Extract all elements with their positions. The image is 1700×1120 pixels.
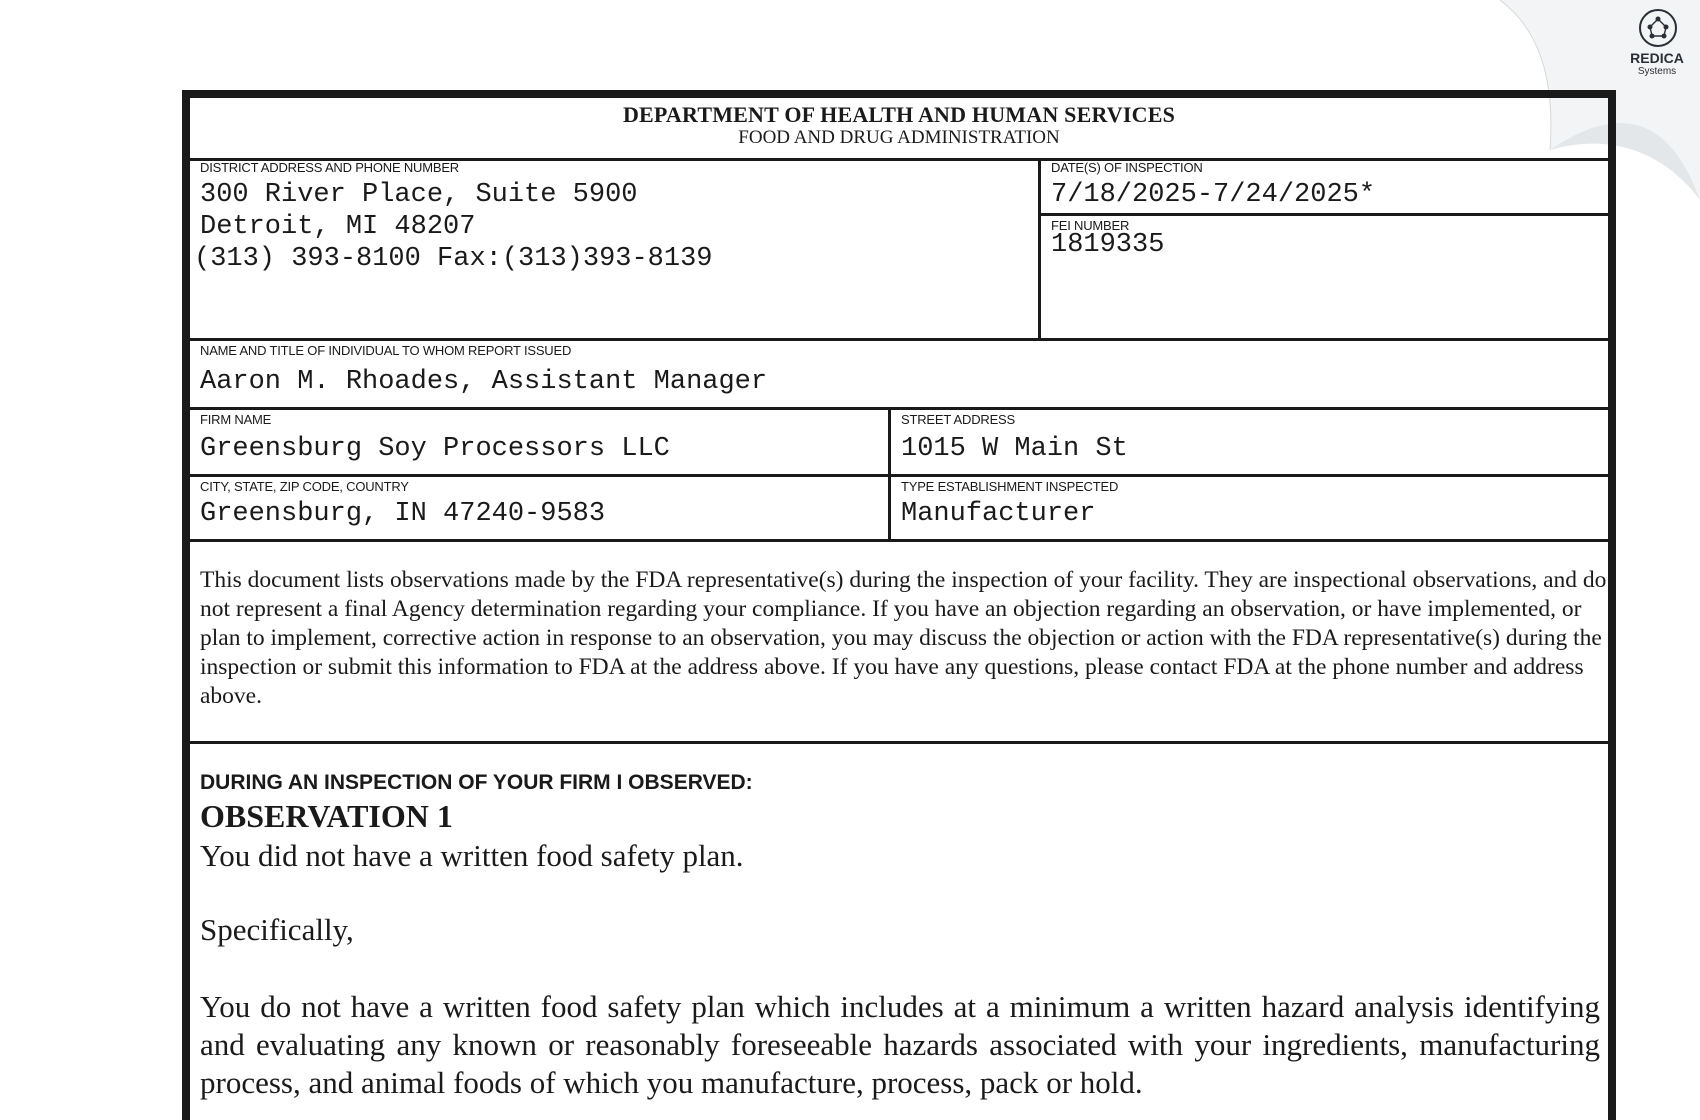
district-line1: 300 River Place, Suite 5900: [200, 180, 638, 210]
individual-value: Aaron M. Rhoades, Assistant Manager: [200, 367, 768, 397]
city-label: CITY, STATE, ZIP CODE, COUNTRY: [200, 479, 409, 494]
district-phone: (313) 393-8100 Fax:(313)393-8139: [194, 244, 713, 274]
district-label: DISTRICT ADDRESS AND PHONE NUMBER: [200, 160, 459, 175]
street-label: STREET ADDRESS: [901, 412, 1015, 427]
street-value: 1015 W Main St: [901, 434, 1128, 464]
observation-summary: You did not have a written food safety plan.: [200, 838, 744, 873]
observation-specifically: Specifically,: [200, 912, 354, 947]
fei-label: FEI NUMBER: [1051, 218, 1130, 233]
agency-title: FOOD AND DRUG ADMINISTRATION: [738, 127, 1060, 148]
establishment-label: TYPE ESTABLISHMENT INSPECTED: [901, 479, 1119, 494]
observation-body: You do not have a written food safety plan which includes at a minimum a written hazard analysis identifying and evaluating any known or reasonably foreseeable hazards associated with your ingredients, manufacturing process, and animal foods of which you manufacture, process, pack or hold.: [200, 989, 1600, 1100]
individual-cell: [190, 341, 1608, 407]
inspection-notice: This document lists observations made by the FDA representative(s) during the inspection of your facility. They are inspectional observations, and do not represent a final Agency determination regarding your compliance. If you have an objection regarding an observation, or have implemented, or plan to implement, corrective action in response to an observation, you may discuss the objection or action with the FDA representative(s) during the inspection or submit this information to FDA at the address above. If you have any questions, please contact FDA at the phone number and address above.: [200, 567, 1607, 709]
inspection-dates-cell: [1041, 158, 1616, 213]
observations-heading: DURING AN INSPECTION OF YOUR FIRM I OBSERVED:: [200, 771, 753, 794]
firm-label: FIRM NAME: [200, 412, 272, 427]
establishment-cell: [891, 477, 1616, 541]
city-value: Greensburg, IN 47240-9583: [200, 499, 606, 529]
district-cell: [190, 158, 1040, 338]
logo-subtitle: Systems: [1637, 66, 1677, 77]
department-title: DEPARTMENT OF HEALTH AND HUMAN SERVICES: [622, 102, 1176, 127]
inspection-dates-label: DATE(S) OF INSPECTION: [1051, 160, 1203, 175]
street-cell: [891, 410, 1616, 474]
fei-value: 1819335: [1051, 230, 1165, 260]
fei-cell: [1041, 216, 1616, 338]
individual-label: NAME AND TITLE OF INDIVIDUAL TO WHOM REPORT ISSUED: [200, 343, 572, 358]
fda-483-form: [182, 90, 1616, 1120]
redica-logo-icon: [1638, 8, 1678, 48]
observation-title: OBSERVATION 1: [200, 798, 453, 834]
establishment-value: Manufacturer: [901, 499, 1096, 529]
form-header: [190, 98, 1608, 161]
logo-name: REDICA: [1630, 50, 1684, 66]
firm-value: Greensburg Soy Processors LLC: [200, 434, 670, 464]
inspection-dates-value: 7/18/2025-7/24/2025*: [1051, 180, 1376, 210]
district-line2: Detroit, MI 48207: [200, 212, 476, 242]
firm-cell: [190, 410, 890, 474]
city-cell: [190, 477, 890, 541]
